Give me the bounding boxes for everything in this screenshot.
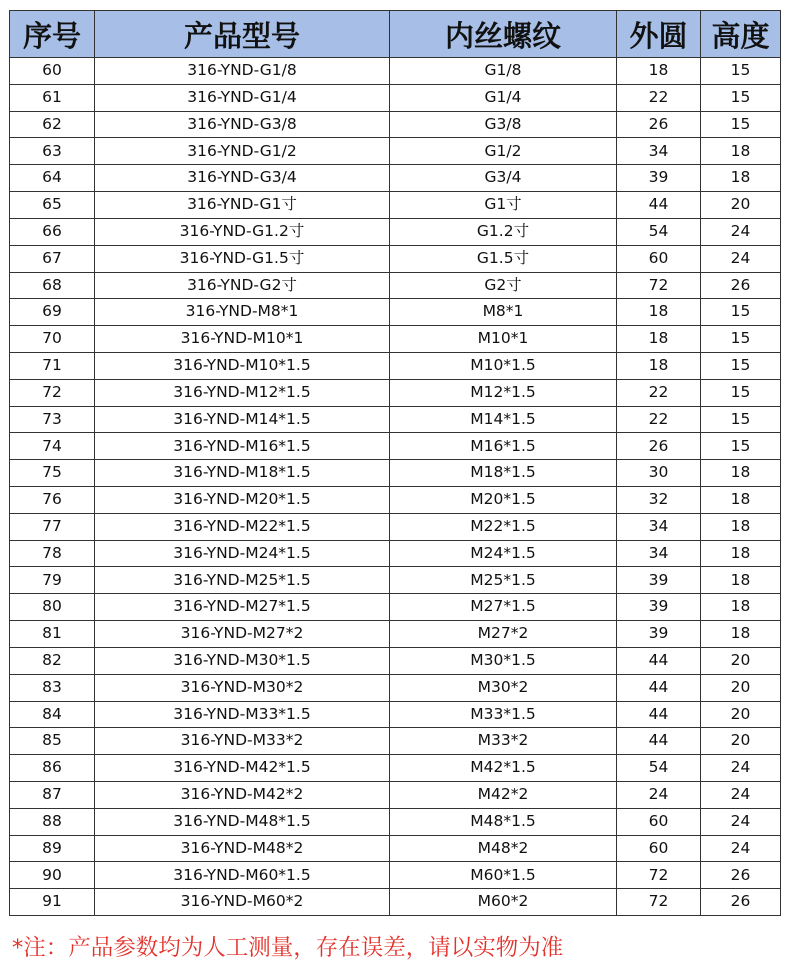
cell-outer-diameter: 34: [617, 513, 701, 540]
cell-index: 89: [10, 835, 95, 862]
table-row: [10, 245, 781, 272]
table-row: [10, 326, 781, 353]
cell-thread: M18*1.5: [390, 460, 617, 487]
cell-index: 77: [10, 513, 95, 540]
cell-model: 316-YND-M25*1.5: [95, 567, 390, 594]
cell-model: 316-YND-G1/8: [95, 58, 390, 85]
cell-thread: M25*1.5: [390, 567, 617, 594]
table-row: [10, 674, 781, 701]
cell-model: 316-YND-M48*1.5: [95, 808, 390, 835]
cell-index: 84: [10, 701, 95, 728]
table-row: [10, 192, 781, 219]
cell-index: 76: [10, 487, 95, 514]
cell-thread: M14*1.5: [390, 406, 617, 433]
cell-thread: G1/2: [390, 138, 617, 165]
cell-height: 26: [701, 272, 781, 299]
cell-index: 75: [10, 460, 95, 487]
table-row: [10, 781, 781, 808]
cell-index: 62: [10, 111, 95, 138]
cell-outer-diameter: 54: [617, 218, 701, 245]
cell-model: 316-YND-M10*1: [95, 326, 390, 353]
cell-outer-diameter: 39: [617, 165, 701, 192]
cell-index: 78: [10, 540, 95, 567]
cell-index: 71: [10, 352, 95, 379]
cell-thread: M12*1.5: [390, 379, 617, 406]
cell-model: 316-YND-M20*1.5: [95, 487, 390, 514]
cell-index: 80: [10, 594, 95, 621]
cell-thread: M30*2: [390, 674, 617, 701]
cell-outer-diameter: 54: [617, 755, 701, 782]
cell-model: 316-YND-M24*1.5: [95, 540, 390, 567]
header-height: 高度: [701, 11, 781, 58]
cell-outer-diameter: 39: [617, 621, 701, 648]
cell-thread: M60*1.5: [390, 862, 617, 889]
cell-model: 316-YND-G3/8: [95, 111, 390, 138]
cell-index: 83: [10, 674, 95, 701]
cell-model: 316-YND-G3/4: [95, 165, 390, 192]
cell-index: 63: [10, 138, 95, 165]
cell-thread: G1.5寸: [390, 245, 617, 272]
cell-outer-diameter: 39: [617, 594, 701, 621]
cell-model: 316-YND-M60*2: [95, 889, 390, 916]
cell-index: 68: [10, 272, 95, 299]
cell-outer-diameter: 44: [617, 728, 701, 755]
cell-height: 18: [701, 487, 781, 514]
cell-height: 15: [701, 299, 781, 326]
cell-height: 15: [701, 433, 781, 460]
table-row: [10, 835, 781, 862]
cell-model: 316-YND-M30*2: [95, 674, 390, 701]
cell-outer-diameter: 60: [617, 245, 701, 272]
cell-thread: M8*1: [390, 299, 617, 326]
cell-thread: M10*1.5: [390, 352, 617, 379]
cell-height: 20: [701, 192, 781, 219]
cell-outer-diameter: 18: [617, 299, 701, 326]
header-row: [10, 11, 781, 58]
table-row: [10, 379, 781, 406]
table-row: [10, 540, 781, 567]
cell-height: 18: [701, 567, 781, 594]
cell-index: 79: [10, 567, 95, 594]
cell-height: 20: [701, 674, 781, 701]
cell-index: 64: [10, 165, 95, 192]
cell-index: 74: [10, 433, 95, 460]
cell-thread: M60*2: [390, 889, 617, 916]
table-row: [10, 406, 781, 433]
cell-thread: M16*1.5: [390, 433, 617, 460]
cell-model: 316-YND-M10*1.5: [95, 352, 390, 379]
spec-table-container: [9, 10, 780, 916]
cell-index: 82: [10, 647, 95, 674]
table-row: [10, 58, 781, 85]
cell-height: 26: [701, 889, 781, 916]
cell-height: 18: [701, 594, 781, 621]
table-row: [10, 487, 781, 514]
cell-height: 20: [701, 701, 781, 728]
cell-height: 15: [701, 406, 781, 433]
cell-thread: M42*2: [390, 781, 617, 808]
table-row: [10, 218, 781, 245]
cell-model: 316-YND-M8*1: [95, 299, 390, 326]
cell-outer-diameter: 72: [617, 272, 701, 299]
cell-outer-diameter: 39: [617, 567, 701, 594]
table-row: [10, 513, 781, 540]
cell-thread: M30*1.5: [390, 647, 617, 674]
cell-thread: G3/8: [390, 111, 617, 138]
cell-height: 15: [701, 84, 781, 111]
cell-outer-diameter: 60: [617, 835, 701, 862]
cell-height: 20: [701, 647, 781, 674]
cell-model: 316-YND-M42*2: [95, 781, 390, 808]
cell-model: 316-YND-M27*2: [95, 621, 390, 648]
cell-index: 66: [10, 218, 95, 245]
table-row: [10, 728, 781, 755]
cell-index: 65: [10, 192, 95, 219]
spec-table: [9, 10, 781, 916]
cell-height: 24: [701, 218, 781, 245]
cell-model: 316-YND-M48*2: [95, 835, 390, 862]
footnote: *注：产品参数均为人工测量，存在误差，请以实物为准: [12, 935, 564, 961]
cell-outer-diameter: 44: [617, 674, 701, 701]
cell-height: 18: [701, 138, 781, 165]
cell-height: 24: [701, 835, 781, 862]
cell-index: 61: [10, 84, 95, 111]
cell-index: 90: [10, 862, 95, 889]
cell-outer-diameter: 44: [617, 701, 701, 728]
cell-index: 70: [10, 326, 95, 353]
cell-index: 91: [10, 889, 95, 916]
cell-index: 73: [10, 406, 95, 433]
cell-index: 87: [10, 781, 95, 808]
header-thread: 内丝螺纹: [390, 11, 617, 58]
cell-outer-diameter: 26: [617, 433, 701, 460]
cell-outer-diameter: 26: [617, 111, 701, 138]
cell-thread: G1/4: [390, 84, 617, 111]
cell-height: 24: [701, 781, 781, 808]
cell-model: 316-YND-M60*1.5: [95, 862, 390, 889]
table-row: [10, 352, 781, 379]
cell-thread: G1/8: [390, 58, 617, 85]
table-row: [10, 647, 781, 674]
cell-outer-diameter: 44: [617, 647, 701, 674]
cell-outer-diameter: 22: [617, 84, 701, 111]
cell-outer-diameter: 72: [617, 889, 701, 916]
cell-height: 18: [701, 460, 781, 487]
cell-model: 316-YND-M33*1.5: [95, 701, 390, 728]
cell-index: 60: [10, 58, 95, 85]
table-row: [10, 460, 781, 487]
cell-model: 316-YND-M14*1.5: [95, 406, 390, 433]
cell-outer-diameter: 72: [617, 862, 701, 889]
header-outer-diameter: 外圆: [617, 11, 701, 58]
cell-thread: M10*1: [390, 326, 617, 353]
cell-thread: M33*1.5: [390, 701, 617, 728]
cell-height: 18: [701, 165, 781, 192]
cell-height: 15: [701, 326, 781, 353]
cell-height: 20: [701, 728, 781, 755]
cell-thread: M24*1.5: [390, 540, 617, 567]
cell-model: 316-YND-G2寸: [95, 272, 390, 299]
table-row: [10, 111, 781, 138]
table-row: [10, 272, 781, 299]
cell-model: 316-YND-M33*2: [95, 728, 390, 755]
cell-outer-diameter: 18: [617, 326, 701, 353]
cell-height: 18: [701, 621, 781, 648]
header-model: 产品型号: [95, 11, 390, 58]
cell-height: 18: [701, 540, 781, 567]
cell-model: 316-YND-M42*1.5: [95, 755, 390, 782]
cell-thread: G1.2寸: [390, 218, 617, 245]
cell-thread: M27*1.5: [390, 594, 617, 621]
cell-height: 18: [701, 513, 781, 540]
cell-height: 15: [701, 352, 781, 379]
cell-thread: M42*1.5: [390, 755, 617, 782]
cell-outer-diameter: 44: [617, 192, 701, 219]
cell-index: 88: [10, 808, 95, 835]
cell-model: 316-YND-M27*1.5: [95, 594, 390, 621]
cell-outer-diameter: 18: [617, 352, 701, 379]
cell-thread: M20*1.5: [390, 487, 617, 514]
cell-outer-diameter: 18: [617, 58, 701, 85]
table-row: [10, 755, 781, 782]
cell-thread: M27*2: [390, 621, 617, 648]
cell-model: 316-YND-G1.2寸: [95, 218, 390, 245]
table-row: [10, 299, 781, 326]
cell-outer-diameter: 34: [617, 138, 701, 165]
cell-model: 316-YND-M12*1.5: [95, 379, 390, 406]
cell-outer-diameter: 24: [617, 781, 701, 808]
cell-model: 316-YND-G1/4: [95, 84, 390, 111]
cell-thread: M33*2: [390, 728, 617, 755]
cell-model: 316-YND-G1.5寸: [95, 245, 390, 272]
cell-thread: G2寸: [390, 272, 617, 299]
cell-height: 15: [701, 58, 781, 85]
table-row: [10, 138, 781, 165]
table-body: [10, 58, 781, 916]
header-index: 序号: [10, 11, 95, 58]
cell-index: 86: [10, 755, 95, 782]
cell-outer-diameter: 34: [617, 540, 701, 567]
cell-model: 316-YND-M30*1.5: [95, 647, 390, 674]
cell-model: 316-YND-G1寸: [95, 192, 390, 219]
cell-model: 316-YND-M22*1.5: [95, 513, 390, 540]
cell-height: 15: [701, 111, 781, 138]
table-row: [10, 862, 781, 889]
cell-thread: M48*1.5: [390, 808, 617, 835]
table-row: [10, 621, 781, 648]
table-row: [10, 84, 781, 111]
cell-outer-diameter: 32: [617, 487, 701, 514]
cell-thread: M48*2: [390, 835, 617, 862]
table-row: [10, 165, 781, 192]
table-row: [10, 701, 781, 728]
cell-height: 15: [701, 379, 781, 406]
cell-outer-diameter: 22: [617, 406, 701, 433]
cell-height: 24: [701, 808, 781, 835]
table-row: [10, 567, 781, 594]
cell-outer-diameter: 30: [617, 460, 701, 487]
table-row: [10, 594, 781, 621]
cell-index: 81: [10, 621, 95, 648]
cell-index: 72: [10, 379, 95, 406]
cell-index: 69: [10, 299, 95, 326]
cell-thread: M22*1.5: [390, 513, 617, 540]
table-row: [10, 808, 781, 835]
table-row: [10, 433, 781, 460]
cell-thread: G3/4: [390, 165, 617, 192]
cell-model: 316-YND-M18*1.5: [95, 460, 390, 487]
cell-height: 24: [701, 755, 781, 782]
cell-height: 26: [701, 862, 781, 889]
cell-outer-diameter: 60: [617, 808, 701, 835]
cell-index: 67: [10, 245, 95, 272]
cell-index: 85: [10, 728, 95, 755]
cell-outer-diameter: 22: [617, 379, 701, 406]
cell-height: 24: [701, 245, 781, 272]
cell-model: 316-YND-M16*1.5: [95, 433, 390, 460]
table-row: [10, 889, 781, 916]
cell-model: 316-YND-G1/2: [95, 138, 390, 165]
cell-thread: G1寸: [390, 192, 617, 219]
